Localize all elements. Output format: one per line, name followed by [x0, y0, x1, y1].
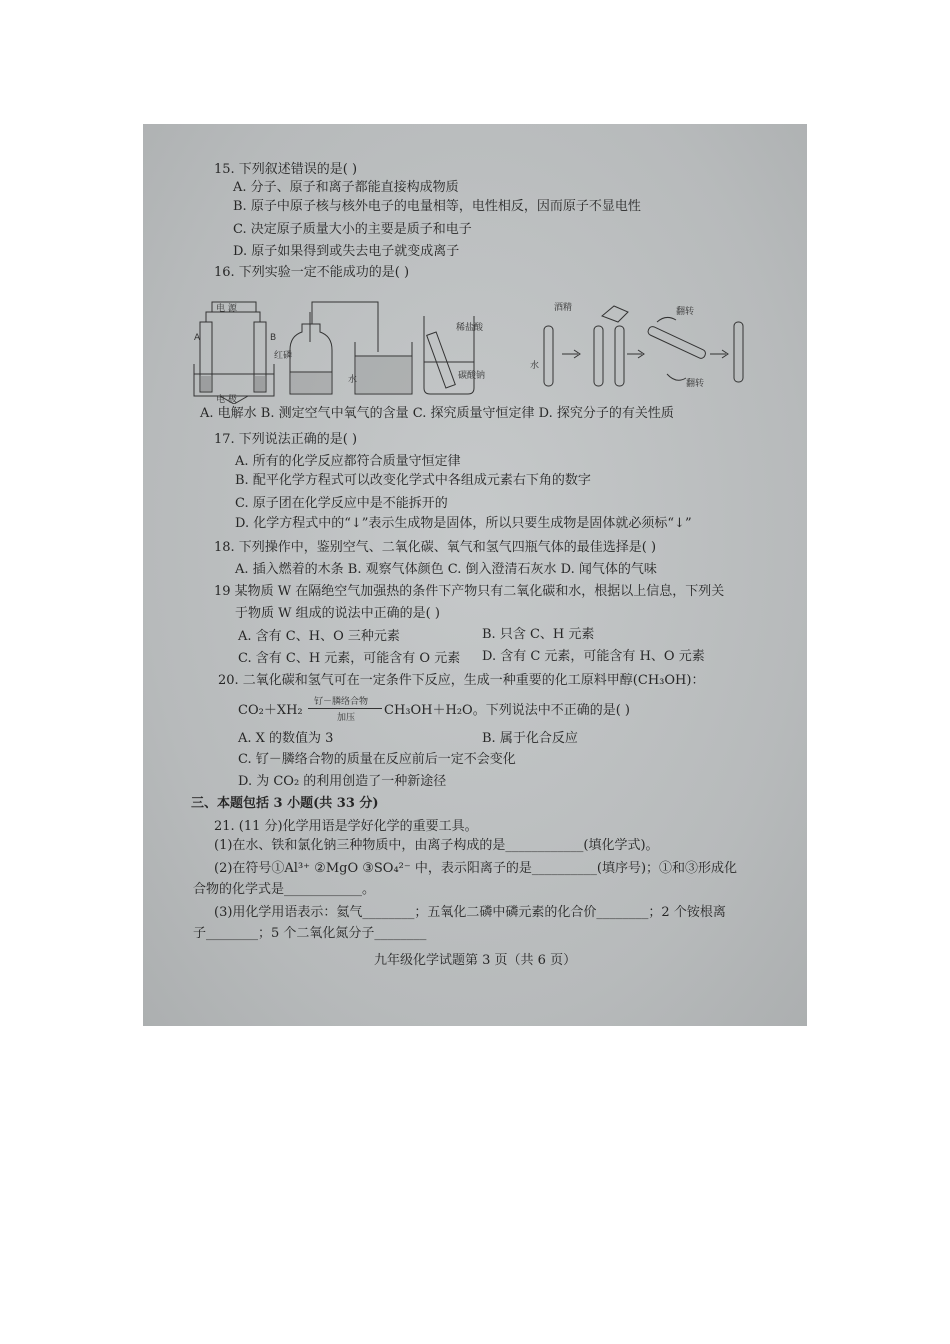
q19-option-a: A. 含有 C、H、O 三种元素 [238, 629, 400, 644]
q15-stem: 15. 下列叙述错误的是( ) [214, 162, 358, 177]
q20-option-a: A. X 的数值为 3 [238, 731, 334, 746]
section-3-heading: 三、本题包括 3 小题(共 33 分) [191, 796, 379, 811]
q19-option-d: D. 含有 C 元素，可能含有 H、O 元素 [482, 649, 705, 664]
q20-condition-label: 加压 [337, 713, 356, 723]
q19-option-c: C. 含有 C、H 元素，可能含有 O 元素 [238, 651, 461, 666]
label-dilute-hcl: 稀盐酸 [456, 323, 484, 333]
label-sodium-carbonate: 碳酸钠 [458, 371, 486, 381]
label-electrode: 电 极 [216, 395, 237, 404]
q15-option-d: D. 原子如果得到或失去电子就变成离子 [233, 244, 460, 259]
q20-equation-left: CO₂＋XH₂ [238, 703, 303, 718]
label-tube-b: B [270, 333, 277, 343]
label-tube-a: A [194, 333, 201, 343]
label-water-tube: 水 [530, 361, 540, 371]
q17-option-c: C. 原子团在化学反应中是不能拆开的 [235, 496, 448, 511]
q18-stem: 18. 下列操作中，鉴别空气、二氧化碳、氧气和氢气四瓶气体的最佳选择是( ) [214, 540, 657, 555]
q16-experiment-figure [190, 292, 760, 404]
q18-options: A. 插入燃着的木条 B. 观察气体颜色 C. 倒入澄清石灰水 D. 闻气体的气味 [235, 562, 657, 577]
label-water: 水 [348, 375, 358, 385]
q16-options: A. 电解水 B. 测定空气中氧气的含量 C. 探究质量守恒定律 D. 探究分子的有关性质 [200, 406, 674, 421]
q17-stem: 17. 下列说法正确的是( ) [214, 432, 358, 447]
q20-option-c: C. 钌－膦络合物的质量在反应前后一定不会变化 [238, 752, 516, 767]
q21-part3-line1: (3)用化学用语表示：氦气________；五氧化二磷中磷元素的化合价________；2 个铵根离 [214, 905, 726, 920]
q15-option-b: B. 原子中原子核与核外电子的电量相等，电性相反，因而原子不显电性 [233, 199, 641, 214]
label-flip-top: 翻转 [676, 307, 695, 317]
q21-part1: (1)在水、铁和氯化钠三种物质中，由离子构成的是____________(填化学式)。 [214, 838, 659, 853]
q20-stem: 20. 二氧化碳和氢气可在一定条件下反应，生成一种重要的化工原料甲醇(CH₃OH)： [218, 673, 705, 688]
label-power: 电 源 [216, 304, 237, 314]
label-alcohol: 酒精 [554, 303, 573, 313]
q19-stem-line2: 于物质 W 组成的说法中正确的是( ) [235, 606, 440, 621]
q20-option-d: D. 为 CO₂ 的利用创造了一种新途径 [238, 774, 447, 789]
q21-part2-line1: (2)在符号①Al³⁺ ②MgO ③SO₄²⁻ 中，表示阳离子的是__________(填序号)；①和③形成化 [214, 861, 738, 876]
q17-option-d: D. 化学方程式中的“↓”表示生成物是固体，所以只要生成物是固体就必须标“↓” [235, 516, 692, 531]
q20-equation-right: CH₃OH＋H₂O。下列说法中不正确的是( ) [384, 703, 630, 718]
q21-part3-line2: 子________；5 个二氧化氮分子________ [193, 926, 427, 941]
q17-option-a: A. 所有的化学反应都符合质量守恒定律 [235, 454, 461, 469]
label-flip-bottom: 翻转 [686, 379, 705, 389]
q16-stem: 16. 下列实验一定不能成功的是( ) [214, 265, 410, 280]
q20-option-b: B. 属于化合反应 [482, 731, 578, 746]
page-footer: 九年级化学试题第 3 页（共 6 页） [374, 953, 577, 968]
q20-catalyst-label: 钌－膦络合物 [314, 697, 369, 707]
q21-stem: 21. (11 分)化学用语是学好化学的重要工具。 [214, 819, 478, 834]
q17-option-b: B. 配平化学方程式可以改变化学式中各组成元素右下角的数字 [235, 473, 591, 488]
q21-part2-line2: 合物的化学式是____________。 [193, 882, 376, 897]
q15-option-c: C. 决定原子质量大小的主要是质子和电子 [233, 222, 472, 237]
q20-reaction-line [308, 708, 382, 709]
q15-option-a: A. 分子、原子和离子都能直接构成物质 [233, 180, 459, 195]
q19-stem-line1: 19 某物质 W 在隔绝空气加强热的条件下产物只有二氧化碳和水，根据以上信息，下列关 [214, 584, 725, 599]
label-red-phosphorus: 红磷 [274, 351, 293, 361]
q19-option-b: B. 只含 C、H 元素 [482, 627, 595, 642]
